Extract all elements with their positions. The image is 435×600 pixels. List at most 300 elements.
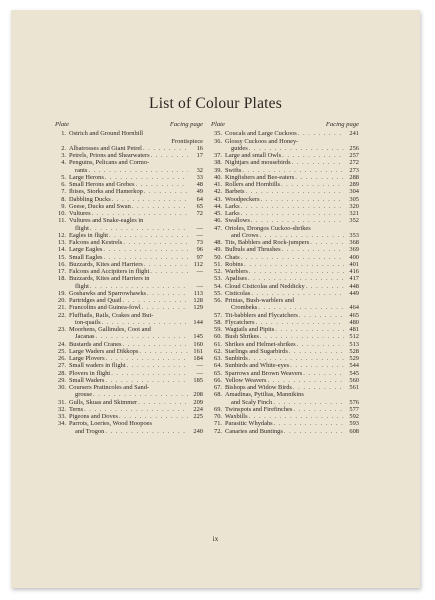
plate-title-line — [225, 159, 359, 166]
facing-page-number: 64 — [196, 195, 203, 203]
dot-leader — [306, 283, 344, 290]
dot-leader — [274, 420, 344, 427]
plate-entry-body — [225, 167, 359, 174]
plate-title-line — [225, 341, 359, 348]
plate-number: 44. — [214, 202, 222, 210]
dot-leader — [289, 348, 344, 355]
plate-header: Plate — [211, 121, 225, 128]
plate-entry-body — [69, 196, 203, 203]
dot-leader — [260, 232, 344, 239]
facing-page-number: 225 — [193, 413, 203, 420]
plate-entry-body — [69, 246, 203, 253]
plate-entry — [55, 130, 203, 145]
page-title: List of Colour Plates — [149, 95, 282, 112]
plate-number: 50. — [214, 253, 222, 261]
plate-number: 47. — [214, 224, 222, 232]
plate-entry — [55, 152, 203, 159]
plate-entry-body — [69, 420, 203, 435]
plate-title-line — [225, 152, 359, 159]
facing-page-number: 128 — [193, 297, 203, 304]
plate-title-line — [69, 196, 203, 203]
facing-page-number: Frontispiece — [171, 137, 203, 145]
plate-entry — [211, 333, 359, 340]
facing-page-number: 97 — [196, 253, 203, 261]
plate-number: 63. — [214, 355, 222, 362]
plate-title-line — [69, 355, 203, 362]
plate-entry — [211, 188, 359, 195]
plate-number: 2. — [61, 144, 66, 152]
plate-entry-body — [225, 406, 359, 413]
plate-title: Chats — [225, 253, 240, 261]
dot-leader — [273, 399, 344, 406]
plate-title-line — [69, 391, 203, 398]
plate-number: 37. — [214, 152, 222, 159]
plate-number: 1. — [61, 130, 66, 138]
plate-entry — [211, 268, 359, 275]
plate-entry-body — [225, 391, 359, 406]
plate-title-line — [69, 370, 203, 377]
plate-number: 8. — [61, 195, 66, 203]
plate-title: Amadinas, Pytilias, Mannikins — [225, 391, 304, 399]
plate-entry-body — [225, 312, 359, 319]
facing-page-number: 353 — [349, 231, 359, 239]
plates-column-right — [211, 121, 359, 435]
plate-number: 7. — [61, 188, 66, 196]
plate-title-line — [225, 217, 359, 224]
plate-entry-body — [225, 188, 359, 195]
facing-page-number: 481 — [349, 326, 359, 333]
plate-title: Goshawks and Sparrowhawks — [69, 289, 147, 297]
plate-title-line — [69, 210, 203, 217]
dot-leader — [105, 377, 188, 384]
dot-leader — [297, 341, 344, 348]
plate-entry-body — [69, 203, 203, 210]
plate-number: 46. — [214, 217, 222, 225]
plate-entry-body — [69, 312, 203, 327]
plate-number: 43. — [214, 195, 222, 203]
plate-entry-body — [69, 326, 203, 341]
column-header — [55, 121, 203, 128]
plate-entry-body — [225, 355, 359, 362]
plate-entry-body — [225, 333, 359, 340]
plate-title-line — [225, 188, 359, 195]
plate-title: Woodpeckers — [225, 195, 260, 203]
plate-title-line — [225, 196, 359, 203]
dot-leader — [261, 196, 344, 203]
plate-title-line — [225, 290, 359, 297]
dot-leader — [90, 225, 188, 232]
plate-number: 28. — [58, 369, 66, 377]
facing-page-number: 513 — [349, 340, 359, 348]
plate-entry-body — [225, 370, 359, 377]
plate-entry-body — [225, 283, 359, 290]
plate-entry-body — [69, 188, 203, 195]
plate-title: Petrels, Prions and Shearwaters — [69, 152, 150, 159]
plate-number: 60. — [214, 333, 222, 341]
plate-entry — [211, 181, 359, 188]
plate-title-line — [69, 312, 203, 319]
plate-title-line — [225, 283, 359, 290]
facing-page-number: 160 — [193, 340, 203, 348]
plate-entry — [55, 304, 203, 311]
plate-number: 15. — [58, 253, 66, 261]
plate-title-line — [69, 428, 203, 435]
plate-title-line — [225, 275, 359, 282]
plate-number: 69. — [214, 405, 222, 413]
plate-entry-body — [225, 326, 359, 333]
plate-title: Large and small Owls — [225, 152, 282, 159]
plate-title-line — [225, 297, 359, 304]
plate-title: Starlings and Sugarbirds — [225, 347, 288, 355]
dot-leader — [275, 326, 344, 333]
plate-title-line — [225, 312, 359, 319]
facing-page-number: — — [196, 268, 203, 275]
plate-title: Cloud Cisticolas and Neddicky — [225, 282, 305, 290]
plate-number: 40. — [214, 173, 222, 181]
facing-page-number: 305 — [349, 195, 359, 203]
plate-title: Francolins and Guinea-fowl — [69, 304, 141, 312]
dot-leader — [136, 181, 189, 188]
facing-page-number: 544 — [349, 362, 359, 370]
plate-title: Sunbirds — [225, 355, 248, 362]
plate-number: 48. — [214, 239, 222, 246]
plate-number: 38. — [214, 159, 222, 167]
plate-title: Coucals and Large Cuckoos — [225, 130, 297, 138]
plate-entry-body — [225, 377, 359, 384]
plate-title: flight — [75, 224, 89, 232]
dot-leader — [102, 319, 188, 326]
plate-title-line — [69, 297, 203, 304]
facing-page-number: 161 — [193, 347, 203, 355]
dot-leader — [105, 428, 188, 435]
plate-entry — [211, 377, 359, 384]
plate-entry — [211, 196, 359, 203]
plate-entry — [55, 420, 203, 435]
facing-page-number: 400 — [349, 253, 359, 261]
plate-title-line — [225, 239, 359, 246]
plate-title-line — [225, 167, 359, 174]
plate-title: Twinspots and Firefinches — [225, 405, 293, 413]
page-number: ix — [212, 535, 219, 543]
plate-entry — [211, 370, 359, 377]
plate-title-line — [69, 283, 203, 290]
plate-title: grouse — [75, 391, 93, 399]
plate-entry-body — [225, 261, 359, 268]
plate-entry — [211, 312, 359, 319]
plate-title: and Crows — [231, 231, 259, 239]
plate-entry-body — [69, 399, 203, 406]
dot-leader — [303, 370, 344, 377]
dot-leader — [127, 362, 188, 369]
plate-number: 64. — [214, 362, 222, 370]
plate-title-line — [69, 399, 203, 406]
facing-page-number: 32 — [196, 166, 203, 174]
plate-number: 41. — [214, 181, 222, 188]
dot-leader — [139, 348, 188, 355]
plate-entry — [211, 254, 359, 261]
plate-entry-body — [69, 268, 203, 275]
dot-leader — [84, 406, 188, 413]
plate-entry-body — [225, 210, 359, 217]
plate-entry — [55, 384, 203, 399]
plate-number: 20. — [58, 297, 66, 304]
plate-number: 67. — [214, 384, 222, 391]
dot-leader — [249, 413, 344, 420]
facing-page-number: 352 — [349, 217, 359, 225]
plate-title-line — [225, 370, 359, 377]
dot-leader — [241, 254, 344, 261]
plate-entry-body — [69, 261, 203, 268]
dot-leader — [103, 246, 188, 253]
plate-title: Penguins, Pelicans and Cormo- — [69, 159, 150, 167]
facing-page-number: 240 — [193, 427, 203, 435]
plate-title-line — [69, 319, 203, 326]
plate-title-line — [69, 326, 203, 333]
plate-entry-body — [69, 341, 203, 348]
plate-entry — [211, 362, 359, 369]
plate-entry — [211, 428, 359, 435]
plate-title-line — [69, 159, 203, 166]
plate-title-line — [225, 377, 359, 384]
plate-number: 17. — [58, 268, 66, 275]
plate-entry — [55, 355, 203, 362]
facing-page-number: 321 — [349, 210, 359, 217]
dot-leader — [96, 333, 188, 340]
plate-title: Jacanas — [75, 333, 95, 341]
plate-number: 4. — [61, 159, 66, 167]
plate-title: Large Plovers — [69, 355, 105, 362]
plate-entry — [55, 341, 203, 348]
plate-title: Buzzards, Kites and Harriers in — [69, 275, 150, 283]
plate-entry — [211, 348, 359, 355]
facing-page-number: 208 — [193, 391, 203, 399]
plate-entry — [211, 225, 359, 240]
dot-leader — [142, 304, 188, 311]
plate-title: Sparrows and Brown Weavers — [225, 369, 303, 377]
dot-leader — [282, 246, 344, 253]
plate-entry — [211, 384, 359, 391]
facing-page-number: 448 — [349, 282, 359, 290]
plate-title-line — [225, 225, 359, 232]
plate-entry-body — [69, 406, 203, 413]
facing-page-number: 464 — [349, 304, 359, 312]
plate-title: Bulbuls and Thrushes — [225, 246, 281, 254]
plate-number: 58. — [214, 318, 222, 326]
plate-number: 3. — [61, 152, 66, 159]
plate-entry — [55, 232, 203, 239]
plate-entry-body — [69, 217, 203, 232]
plate-entry — [211, 341, 359, 348]
plate-number: 10. — [58, 210, 66, 217]
facing-page-number: 304 — [349, 188, 359, 196]
dot-leader — [268, 377, 345, 384]
plate-title: flight — [75, 282, 89, 290]
facing-page-number: 272 — [349, 159, 359, 167]
facing-page-number: 257 — [349, 152, 359, 159]
plate-title-line — [69, 174, 203, 181]
plate-title-line — [69, 420, 203, 427]
plate-entry — [211, 413, 359, 420]
plate-entry-body — [69, 232, 203, 239]
facing-page-number: 241 — [349, 130, 359, 138]
plate-title-line — [225, 355, 359, 362]
plate-entry — [211, 159, 359, 166]
facing-page-number: 576 — [349, 398, 359, 406]
plate-entry-body — [225, 239, 359, 246]
dot-leader — [151, 152, 188, 159]
facing-page-number: 184 — [193, 355, 203, 362]
plate-entry-body — [69, 297, 203, 304]
plate-number: 25. — [58, 347, 66, 355]
plate-entry-body — [69, 239, 203, 246]
plate-number: 34. — [58, 420, 66, 428]
plate-title-line — [225, 391, 359, 398]
plate-number: 13. — [58, 239, 66, 246]
plate-title: Plovers in flight — [69, 369, 111, 377]
dot-leader — [246, 188, 344, 195]
plate-title: Ibises, Storks and Hamerkop — [69, 188, 143, 196]
dot-leader — [150, 268, 188, 275]
facing-page-number: 545 — [349, 369, 359, 377]
plate-title-line — [69, 254, 203, 261]
plate-entry-body — [225, 319, 359, 326]
plate-number: 36. — [214, 137, 222, 145]
facing-page-number: 209 — [193, 398, 203, 406]
plate-title-line — [69, 246, 203, 253]
plate-number: 72. — [214, 427, 222, 435]
plate-title: Small Waders — [69, 376, 105, 384]
plate-number: 62. — [214, 347, 222, 355]
plate-entry — [55, 210, 203, 217]
plate-title: Albatrosses and Giant Petrel — [69, 144, 142, 152]
facing-page-number: 33 — [196, 173, 203, 181]
plate-entry-body — [69, 355, 203, 362]
dot-leader — [244, 261, 344, 268]
plate-number: 68. — [214, 391, 222, 399]
dot-leader — [260, 333, 344, 340]
plate-entry — [211, 261, 359, 268]
plate-title-line — [69, 348, 203, 355]
facing-page-number: 561 — [349, 384, 359, 391]
dot-leader — [241, 203, 344, 210]
plate-entry — [211, 152, 359, 159]
plate-entry-body — [225, 341, 359, 348]
plate-entry — [55, 312, 203, 327]
plate-entry — [211, 283, 359, 290]
plate-entry — [55, 196, 203, 203]
plate-title: guides — [231, 144, 248, 152]
plate-number: 29. — [58, 376, 66, 384]
dot-leader — [111, 370, 188, 377]
dot-leader — [143, 145, 188, 152]
facing-page-number: 528 — [349, 347, 359, 355]
facing-page-number: — — [196, 362, 203, 370]
plate-number: 53. — [214, 275, 222, 283]
plate-entry-body — [225, 384, 359, 391]
plate-entry-body — [69, 130, 203, 145]
plate-title: Swallows — [225, 217, 250, 225]
facing-page-number: 577 — [349, 405, 359, 413]
plate-entry — [55, 268, 203, 275]
dot-leader — [138, 399, 188, 406]
plate-title: Swifts — [225, 166, 242, 174]
plate-entry-body — [225, 130, 359, 137]
plate-title: Bustards and Cranes — [69, 340, 122, 348]
plate-title: Falcons and Accipiters in flight — [69, 268, 150, 275]
plate-entry — [211, 406, 359, 413]
dot-leader — [248, 275, 344, 282]
plate-title: Large Herons — [69, 173, 104, 181]
plate-title-line — [69, 188, 203, 195]
plate-title: Partridges and Quail — [69, 297, 122, 304]
plate-title-line — [225, 268, 359, 275]
plate-number: 30. — [58, 384, 66, 391]
plate-entry-body — [225, 138, 359, 153]
plate-entry-body — [69, 174, 203, 181]
plate-entry — [55, 362, 203, 369]
plate-number: 51. — [214, 260, 222, 268]
plate-title-line — [69, 275, 203, 282]
dot-leader — [123, 297, 188, 304]
plate-entry-body — [225, 181, 359, 188]
facing-page-number: — — [196, 369, 203, 377]
plate-number: 5. — [61, 173, 66, 181]
plate-number: 45. — [214, 210, 222, 217]
plate-entry — [55, 239, 203, 246]
facing-page-number: 592 — [349, 413, 359, 420]
plate-title-line — [69, 130, 203, 137]
plate-entry — [55, 145, 203, 152]
dot-leader — [249, 268, 344, 275]
plate-title: Wagtails and Pipits — [225, 326, 275, 333]
plate-number: 9. — [61, 202, 66, 210]
plate-entry-body — [69, 210, 203, 217]
plate-number: 14. — [58, 246, 66, 254]
plate-number: 65. — [214, 369, 222, 377]
plate-title-line — [69, 290, 203, 297]
plate-title-line — [225, 319, 359, 326]
facing-page-number: 512 — [349, 333, 359, 341]
plate-title: Pigeons and Doves — [69, 413, 118, 420]
plate-entry-body — [225, 246, 359, 253]
plate-entry — [211, 130, 359, 137]
plate-title: Bush Shrikes — [225, 333, 259, 341]
plate-title: Waxbills — [225, 413, 248, 420]
dot-leader — [88, 167, 188, 174]
plate-title-line — [225, 348, 359, 355]
dot-leader — [295, 174, 344, 181]
dot-leader — [258, 304, 344, 311]
facing-page-header: Facing page — [325, 121, 359, 128]
plate-entry — [55, 399, 203, 406]
facing-page-number: 288 — [349, 173, 359, 181]
plate-entry-body — [69, 145, 203, 152]
plate-title-line — [69, 239, 203, 246]
plate-entry-body — [69, 152, 203, 159]
facing-page-number: 401 — [349, 260, 359, 268]
dot-leader — [298, 130, 344, 137]
plate-title-line — [225, 428, 359, 435]
plate-entry — [211, 275, 359, 282]
plate-title-line — [225, 130, 359, 137]
plate-number: 49. — [214, 246, 222, 254]
dot-leader — [255, 319, 344, 326]
facing-page-number: — — [196, 231, 203, 239]
facing-page-number: — — [196, 282, 203, 290]
plate-title: Kingfishers and Bee-eaters — [225, 173, 295, 181]
plate-title-line — [69, 152, 203, 159]
plate-title-line — [225, 181, 359, 188]
